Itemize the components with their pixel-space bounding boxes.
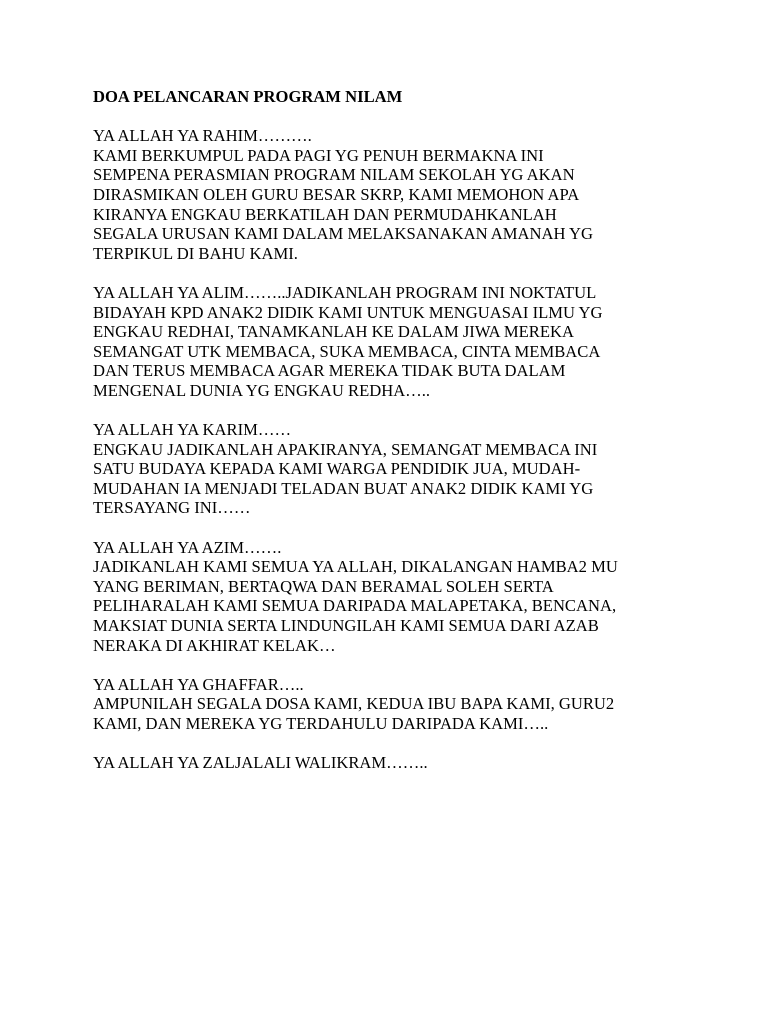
paragraph-line: PELIHARALAH KAMI SEMUA DARIPADA MALAPETAKA, BENCANA, [93, 596, 617, 616]
paragraph-alim [93, 283, 693, 401]
paragraph-line: SATU BUDAYA KEPADA KAMI WARGA PENDIDIK JUA, MUDAH- [93, 459, 581, 479]
paragraph-zaljalali [93, 753, 693, 773]
paragraph-line: KAMI BERKUMPUL PADA PAGI YG PENUH BERMAKNA INI [93, 145, 544, 165]
paragraph-line: JADIKANLAH KAMI SEMUA YA ALLAH, DIKALANGAN HAMBA2 MU [93, 557, 618, 577]
paragraph-line: YA ALLAH YA ALIM……..JADIKANLAH PROGRAM INI NOKTATUL [93, 282, 597, 302]
paragraph-line: YA ALLAH YA RAHIM………. [93, 126, 312, 146]
paragraph-rahim [93, 126, 693, 263]
paragraph-ghaffar [93, 675, 693, 734]
paragraph-line: SEMANGAT UTK MEMBACA, SUKA MEMBACA, CINTA MEMBACA [93, 341, 601, 361]
paragraph-line: TERSAYANG INI…… [93, 498, 251, 518]
paragraph-line: MENGENAL DUNIA YG ENGKAU REDHA….. [93, 380, 431, 400]
paragraph-line: SEGALA URUSAN KAMI DALAM MELAKSANAKAN AMANAH YG [93, 224, 593, 244]
paragraph-line: KAMI, DAN MEREKA YG TERDAHULU DARIPADA KAMI….. [93, 714, 549, 733]
paragraph-line: YA ALLAH YA KARIM…… [93, 420, 292, 440]
paragraph-line: DAN TERUS MEMBACA AGAR MEREKA TIDAK BUTA DALAM [93, 361, 566, 381]
paragraph-line: AMPUNILAH SEGALA DOSA KAMI, KEDUA IBU BAPA KAMI, GURU2 [93, 694, 615, 714]
paragraph-line: ENGKAU REDHAI, TANAMKANLAH KE DALAM JIWA MEREKA [93, 322, 574, 342]
paragraph-line: DIRASMIKAN OLEH GURU BESAR SKRP, KAMI MEMOHON APA [93, 184, 580, 204]
paragraph-azim [93, 538, 693, 656]
document-title: DOA PELANCARAN PROGRAM NILAM [93, 87, 403, 106]
paragraph-line: KIRANYA ENGKAU BERKATILAH DAN PERMUDAHKANLAH [93, 204, 557, 224]
paragraph-line: SEMPENA PERASMIAN PROGRAM NILAM SEKOLAH YG AKAN [93, 165, 575, 185]
paragraph-line: TERPIKUL DI BAHU KAMI. [93, 243, 298, 263]
paragraph-line: MUDAHAN IA MENJADI TELADAN BUAT ANAK2 DIDIK KAMI YG [93, 478, 594, 498]
paragraph-line: YA ALLAH YA ZALJALALI WALIKRAM…….. [93, 753, 428, 773]
paragraph-line: YANG BERIMAN, BERTAQWA DAN BERAMAL SOLEH SERTA [93, 576, 554, 596]
document-body [93, 87, 693, 792]
paragraph-line: ENGKAU JADIKANLAH APAKIRANYA, SEMANGAT MEMBACA INI [93, 439, 598, 459]
paragraph-line: BIDAYAH KPD ANAK2 DIDIK KAMI UNTUK MENGUASAI ILMU YG [93, 302, 603, 322]
paragraph-line: MAKSIAT DUNIA SERTA LINDUNGILAH KAMI SEMUA DARI AZAB [93, 616, 599, 636]
paragraph-line: YA ALLAH YA GHAFFAR….. [93, 674, 304, 694]
paragraph-line: YA ALLAH YA AZIM……. [93, 537, 282, 557]
paragraph-line: NERAKA DI AKHIRAT KELAK… [93, 635, 336, 655]
paragraph-karim [93, 420, 693, 518]
